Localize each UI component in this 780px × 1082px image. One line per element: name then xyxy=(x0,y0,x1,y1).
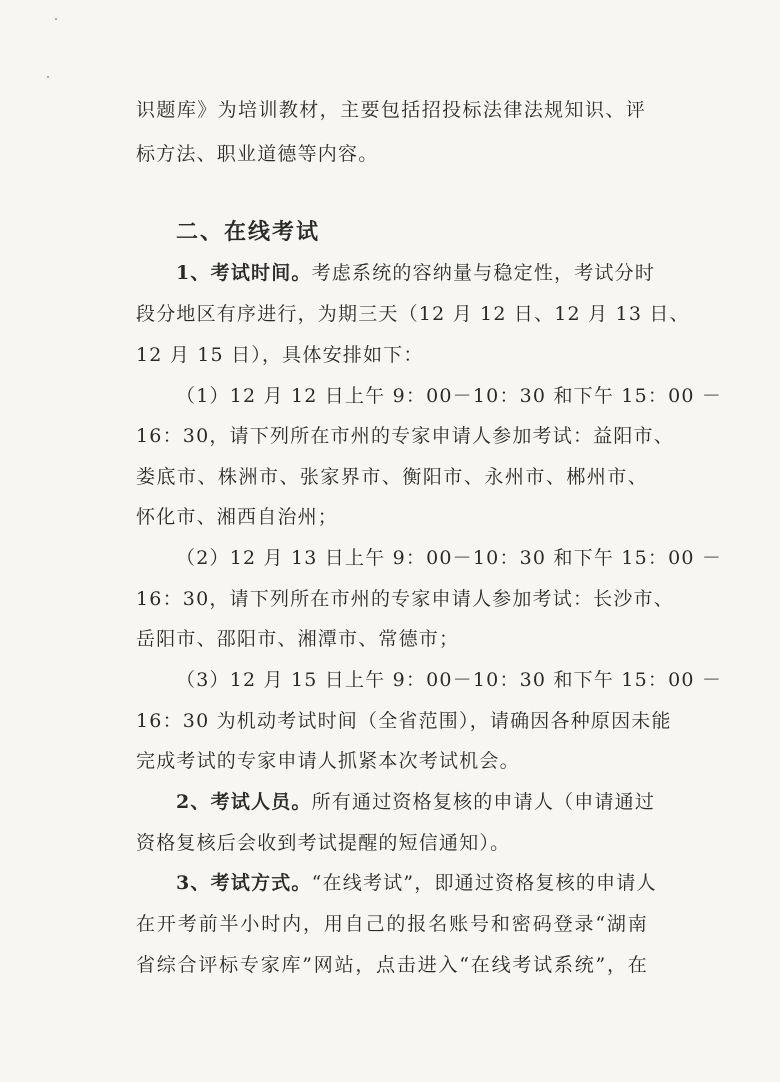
paragraph-lead: 1、考试时间。 xyxy=(176,262,312,284)
text-line: 16：30 为机动考试时间（全省范围），请确因各种原因未能 xyxy=(136,710,672,732)
text-line: 段分地区有序进行，为期三天（12 月 12 日、12 月 13 日、 xyxy=(136,303,690,325)
paragraph-lead: 3、考试方式。 xyxy=(176,872,312,894)
text-line: 资格复核后会收到考试提醒的短信通知）。 xyxy=(136,832,511,854)
list-item-line: （3）12 月 15 日上午 9：00－10：30 和下午 15：00 － xyxy=(176,669,723,691)
text-line: 在开考前半小时内，用自己的报名账号和密码登录“湖南 xyxy=(136,913,648,935)
text-line: 标方法、职业道德等内容。 xyxy=(136,143,379,165)
section-heading: 二、在线考试 xyxy=(176,219,321,245)
text-line: 16：30，请下列所在市州的专家申请人参加考试：益阳市、 xyxy=(136,425,674,447)
text-line: 16：30，请下列所在市州的专家申请人参加考试：长沙市、 xyxy=(136,588,674,610)
list-item-line: （2）12 月 13 日上午 9：00－10：30 和下午 15：00 － xyxy=(176,547,723,569)
paragraph-line xyxy=(176,872,657,894)
paragraph-line xyxy=(176,791,656,813)
paragraph-text: 所有通过资格复核的申请人（申请通过 xyxy=(311,791,656,813)
paragraph-line xyxy=(176,262,656,284)
list-item-line: （1）12 月 12 日上午 9：00－10：30 和下午 15：00 － xyxy=(176,385,723,407)
paragraph-text: 考虑系统的容纳量与稳定性，考试分时 xyxy=(311,262,656,284)
scan-speck xyxy=(55,18,57,20)
paragraph-text: “在线考试”，即通过资格复核的申请人 xyxy=(311,872,657,894)
text-line: 识题库》为培训教材，主要包括招投标法律法规知识、评 xyxy=(136,99,646,121)
text-line: 省综合评标专家库”网站，点击进入“在线考试系统”，在 xyxy=(136,954,648,976)
text-line: 完成考试的专家申请人抓紧本次考试机会。 xyxy=(136,750,520,772)
scan-speck xyxy=(47,76,49,78)
text-line: 12 月 15 日），具体安排如下： xyxy=(136,344,424,366)
text-line: 娄底市、株洲市、张家界市、衡阳市、永州市、郴州市、 xyxy=(136,466,648,488)
text-line: 岳阳市、邵阳市、湘潭市、常德市； xyxy=(136,628,460,650)
paragraph-lead: 2、考试人员。 xyxy=(176,791,312,813)
text-line: 怀化市、湘西自治州； xyxy=(136,506,339,528)
